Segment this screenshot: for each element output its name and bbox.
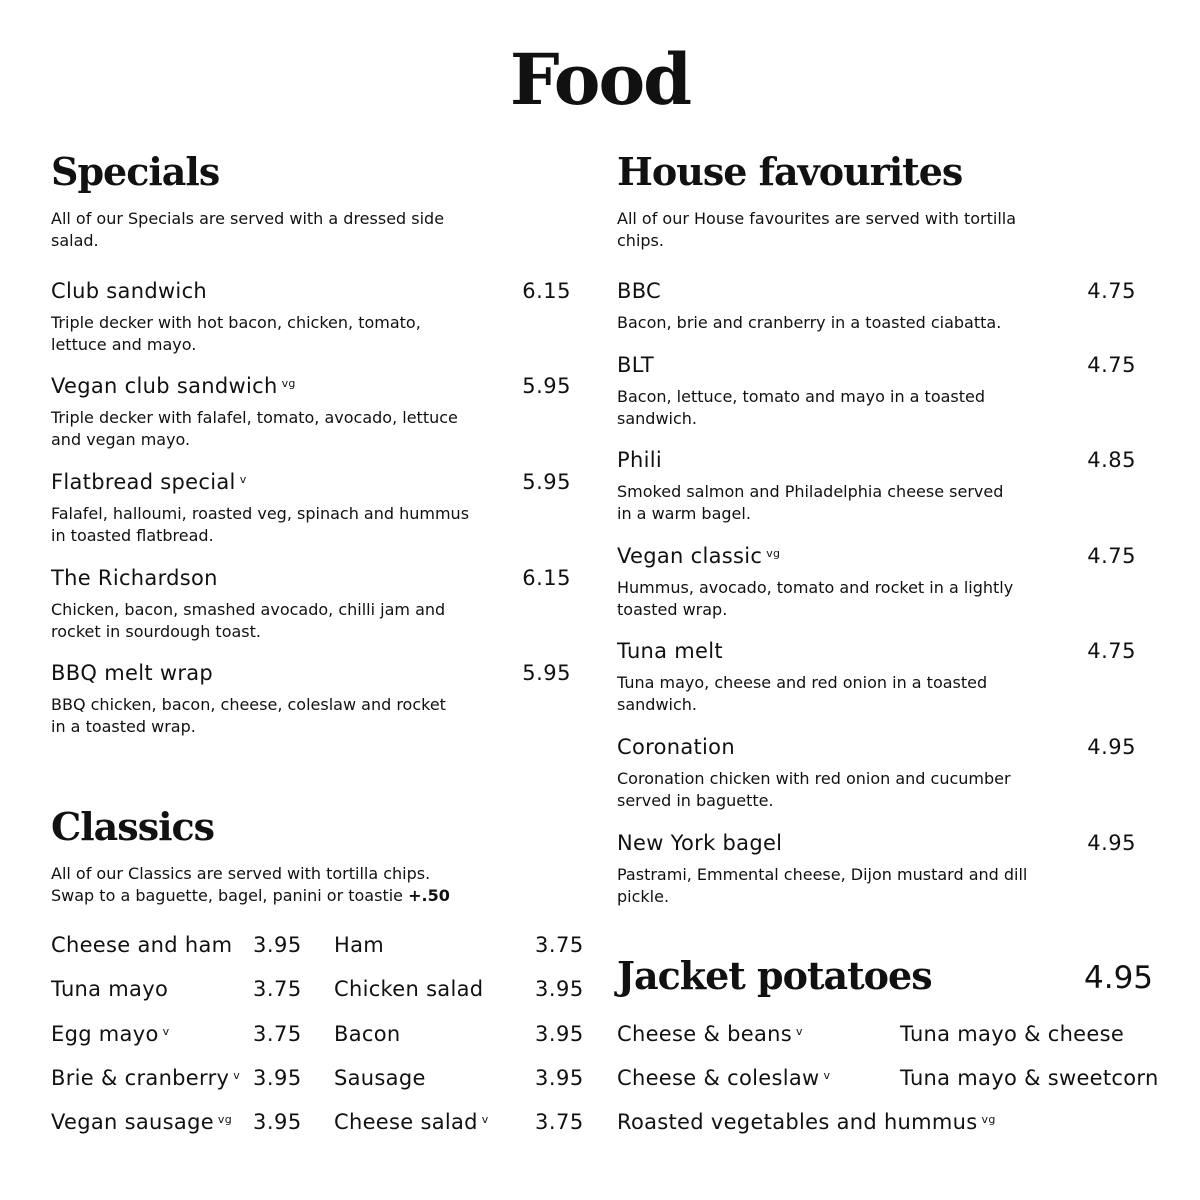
item-name: Flatbread special $^v$ [51,470,247,494]
house-item [617,734,1137,814]
item-description: BBQ chicken, bacon, cheese, coleslaw and rocket in a toasted wrap. [51,695,446,736]
item-description: Triple decker with hot bacon, chicken, tomato, lettuce and mayo. [51,313,421,354]
house-item [617,352,1137,432]
item-description: Coronation chicken with red onion and cucumber served in baguette. [617,769,1011,810]
classic-item-name: Cheese salad $^v$ [334,1110,489,1134]
house-item [617,830,1137,910]
diet-tag: v [233,1069,241,1082]
classic-item-name: Cheese and ham [51,933,233,957]
diet-tag: vg [766,547,781,560]
item-name: BBQ melt wrap [51,661,214,685]
classic-item-name: Tuna mayo [51,977,169,1001]
specials-intro-line: salad. [51,231,99,250]
classic-item-name: Bacon [334,1022,401,1046]
jacket-item: Tuna mayo & sweetcorn [900,1066,1159,1090]
item-price: 5.95 [522,470,571,494]
house-intro-line: chips. [617,231,664,250]
diet-tag: vg [217,1113,233,1126]
specials-heading: Specials [51,149,220,194]
item-price: 5.95 [522,661,571,685]
classic-item-price: 3.75 [253,1022,302,1046]
classic-item-price: 3.95 [253,1066,302,1090]
classic-item-name: Chicken salad [334,977,484,1001]
item-price: 4.75 [1087,353,1136,377]
jacket-price: 4.95 [1084,960,1154,996]
item-description: Chicken, bacon, smashed avocado, chilli jam and rocket in sourdough toast. [51,600,446,641]
classic-item-price: 3.75 [535,1110,584,1134]
jacket-item: Cheese & coleslaw $^v$ [617,1066,831,1090]
diet-tag: v [239,473,247,486]
house-item [617,278,1137,338]
item-description: Triple decker with falafel, tomato, avocado, lettuce and vegan mayo. [51,408,458,449]
classic-item-price: 3.95 [253,933,302,957]
classic-item-name: Brie & cranberry $^v$ [51,1066,241,1090]
item-name: The Richardson [51,566,218,590]
classic-item-price: 3.95 [535,1022,584,1046]
house-intro [617,208,1137,252]
item-name: New York bagel [617,831,783,855]
diet-tag: v [795,1025,803,1038]
item-price: 4.75 [1087,544,1136,568]
diet-tag: v [823,1069,831,1082]
specials-intro [51,208,551,252]
item-price: 4.75 [1087,639,1136,663]
diet-tag: vg [281,377,296,390]
classic-item-price: 3.75 [253,977,302,1001]
page-title: Food [509,38,691,121]
classic-item-name: Egg mayo $^v$ [51,1022,170,1046]
house-item [617,543,1137,623]
house-item [617,638,1137,718]
classics-heading: Classics [51,804,215,849]
classic-item-name: Ham [334,933,385,957]
item-price: 4.95 [1087,831,1136,855]
house-intro-line: All of our House favourites are served with tortilla [617,209,1017,228]
item-price: 5.95 [522,374,571,398]
jacket-heading: Jacket potatoes [617,953,932,998]
classic-item-price: 3.95 [535,977,584,1001]
classic-item-price: 3.95 [253,1110,302,1134]
house-heading: House favourites [617,149,963,194]
diet-tag: v [162,1025,170,1038]
jacket-item: Roasted vegetables and hummus $^{vg}$ [617,1110,996,1134]
item-description: Hummus, avocado, tomato and rocket in a lightly toasted wrap. [617,578,1014,619]
item-description: Falafel, halloumi, roasted veg, spinach and hummus in toasted flatbread. [51,504,470,545]
item-name: BLT [617,353,654,377]
item-price: 4.75 [1087,279,1136,303]
item-name: BBC [617,279,662,303]
diet-tag: v [481,1113,489,1126]
classic-item-price: 3.75 [535,933,584,957]
classics-intro [51,863,571,907]
classics-intro-line: All of our Classics are served with tortilla chips. [51,864,431,883]
item-price: 6.15 [522,566,571,590]
item-description: Pastrami, Emmental cheese, Dijon mustard and dill pickle. [617,865,1028,906]
swap-price: +.50 [408,886,450,905]
item-price: 4.95 [1087,735,1136,759]
classic-item-name: Sausage [334,1066,426,1090]
item-description: Bacon, brie and cranberry in a toasted ciabatta. [617,313,1002,332]
house-item [617,447,1137,527]
item-name: Vegan club sandwich $^{vg}$ [51,374,296,398]
item-description: Tuna mayo, cheese and red onion in a toasted sandwich. [617,673,988,714]
item-name: Club sandwich [51,279,208,303]
classic-item-price: 3.95 [535,1066,584,1090]
item-name: Vegan classic $^{vg}$ [617,544,781,568]
item-name: Phili [617,448,662,472]
diet-tag: vg [981,1113,996,1126]
item-description: Bacon, lettuce, tomato and mayo in a toasted sandwich. [617,387,986,428]
item-name: Tuna melt [617,639,723,663]
classic-item-name: Vegan sausage $^{vg}$ [51,1110,233,1134]
specials-intro-line: All of our Specials are served with a dressed side [51,209,445,228]
item-name: Coronation [617,735,735,759]
item-price: 4.85 [1087,448,1136,472]
jacket-item: Cheese & beans $^v$ [617,1022,803,1046]
classics-intro-line: Swap to a baguette, bagel, panini or toastie +.50 [51,886,450,905]
item-description: Smoked salmon and Philadelphia cheese served in a warm bagel. [617,482,1004,523]
item-price: 6.15 [522,279,571,303]
jacket-item: Tuna mayo & cheese [900,1022,1125,1046]
